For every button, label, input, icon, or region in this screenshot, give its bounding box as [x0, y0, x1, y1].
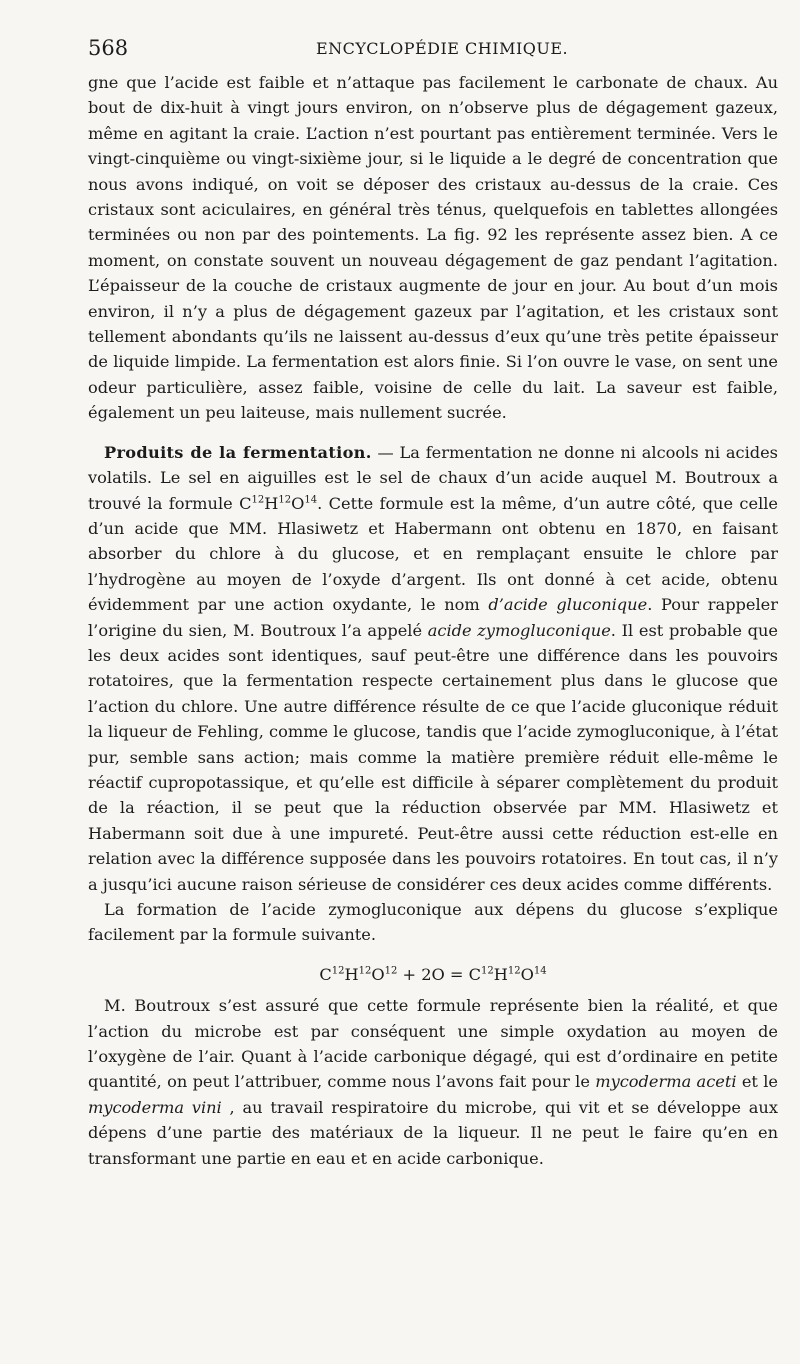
formula-sup: 14: [304, 494, 318, 506]
formula-element: H: [493, 964, 508, 984]
formula-element: C: [319, 964, 332, 984]
body-text: [88, 70, 778, 1171]
paragraph-4-text-c: , au travail respiratoire du microbe, qui vit et se développe aux dépens d’une partie des matériaux de la liqueur. Il ne peut le faire qu’en en transformant une partie en eau et en acide carbonique.: [88, 1097, 778, 1168]
paragraph-2-text-c: . Pour rappeler l’origine du sien, M. Boutroux l’a appelé: [88, 595, 778, 640]
term-mycoderma-aceti: mycoderma aceti: [595, 1072, 737, 1092]
formula-sup: 12: [481, 965, 494, 977]
paragraph-3: La formation de l’acide zymogluconique aux dépens du glucose s’explique facilement par la formule suivante.: [88, 900, 778, 945]
formula-element: H: [344, 964, 359, 984]
term-gluconic-acid: d’acide gluconique: [488, 595, 648, 615]
formula-sup: 12: [384, 965, 398, 977]
paragraph-2-text-d: . Il est probable que les deux acides sont identiques, sauf peut-être une différence dans les pouvoirs rotatoires, que la fermentation respecte certainement plus dans le glucose que l’action du chlore. Une autre différence résulte de ce que l’acide gluconique réduit la liqueur de Fehling, comme le glucose, tandis que l’acide zymogluconique, à l’état pur, semble sans action; mais comme la matière première réduit elle-même le réactif cupropotassique, et qu’elle est difficile à séparer complètement du produit de la réaction, il se peut que la réduction observée par MM. Hlasiwetz et Habermann soit due à une impureté. Peut-être aussi cette réduction est-elle en relation avec la différence supposée dans les pouvoirs rotatoires. En tout cas, il n’y a jusqu’ici aucune raison sérieuse de considérer ces deux acides comme différents.: [88, 620, 778, 894]
paragraph-2-text-a: — La fermentation ne donne ni alcools ni acides volatils. Le sel en aiguilles est le sel de chaux d’un acide auquel M. Boutroux a trouvé la formule C: [88, 442, 778, 513]
formula-element: O: [371, 964, 385, 984]
page-header: [88, 36, 780, 62]
paragraph-4-text-b: et le: [736, 1072, 778, 1092]
chemical-equation: [88, 962, 778, 987]
paragraph-1: gne que l’acide est faible et n’attaque pas facilement le carbonate de chaux. Au bout de dix-huit à vingt jours environ, on n’observe plus de dégagement gazeux, même en agitant la craie. L’action n’est pourtant pas entièrement terminée. Vers le vingt-cinquième ou vingt-sixième jour, si le liquide a le degré de concentration que nous avons indiqué, on voit se déposer des cristaux au-dessus de la craie. Ces cristaux sont aciculaires, en général très ténus, quelquefois en tablettes allongées terminées ou non par des pointements. La fig. 92 les représente assez bien. A ce moment, on constate souvent un nouveau dégagement de gaz pendant l’agitation. L’épaisseur de la couche de cristaux augmente de jour en jour. Au bout d’un mois environ, il n’y a plus de dégagement gazeux par l’agitation, et les cristaux sont tellement abondants qu’ils ne laissent au-dessus d’eux qu’une très petite épaisseur de liquide limpide. La fermentation est alors finie. Si l’on ouvre le vase, on sent une odeur particulière, assez faible, voisine de celle du lait. La saveur est faible, également un peu laiteuse, mais nullement sucrée.: [88, 73, 778, 423]
formula-element: O: [291, 493, 305, 513]
paragraph-4-text-a: M. Boutroux s’est assuré que cette formule représente bien la réalité, et que l’action du microbe est par conséquent une simple oxydation au moyen de l’oxygène de l’air. Quant à l’acide carbonique dégagé, qui est d’ordinaire en petite quantité, on peut l’attribuer, comme nous l’avons fait pour le: [88, 996, 778, 1092]
formula-sup: 14: [533, 965, 547, 977]
paragraph-4: [88, 993, 778, 1171]
formula-sup: 12: [251, 494, 265, 506]
formula-element: C: [468, 964, 482, 984]
page-number: 568: [88, 36, 129, 60]
formula-operator: + 2O =: [397, 964, 469, 984]
formula-element: H: [264, 493, 279, 513]
formula-sup: 12: [358, 965, 372, 977]
section-heading: Produits de la fermentation.: [104, 442, 372, 462]
paragraph-2-text-b: . Cette formule est la même, d’un autre côté, que celle d’un acide que MM. Hlasiwetz et Habermann ont obtenu en 1870, en faisant absorber du chlore à du glucose, et en remplaçant ensuite le chlore par l’hydrogène au moyen de l’oxyde d’argent. Ils ont donné à cet acide, obtenu évidemment par une action oxydante, le nom: [88, 493, 778, 615]
term-mycoderma-vini: mycoderma vini: [88, 1097, 222, 1117]
formula-sup: 12: [507, 965, 521, 977]
formula-sup: 12: [278, 494, 292, 506]
paragraph-2: [88, 440, 778, 897]
running-title: ENCYCLOPÉDIE CHIMIQUE.: [316, 39, 569, 58]
formula-sup: 12: [331, 965, 345, 977]
formula-element: O: [520, 964, 534, 984]
term-zymogluconic-acid: acide zymogluconique: [427, 620, 611, 640]
